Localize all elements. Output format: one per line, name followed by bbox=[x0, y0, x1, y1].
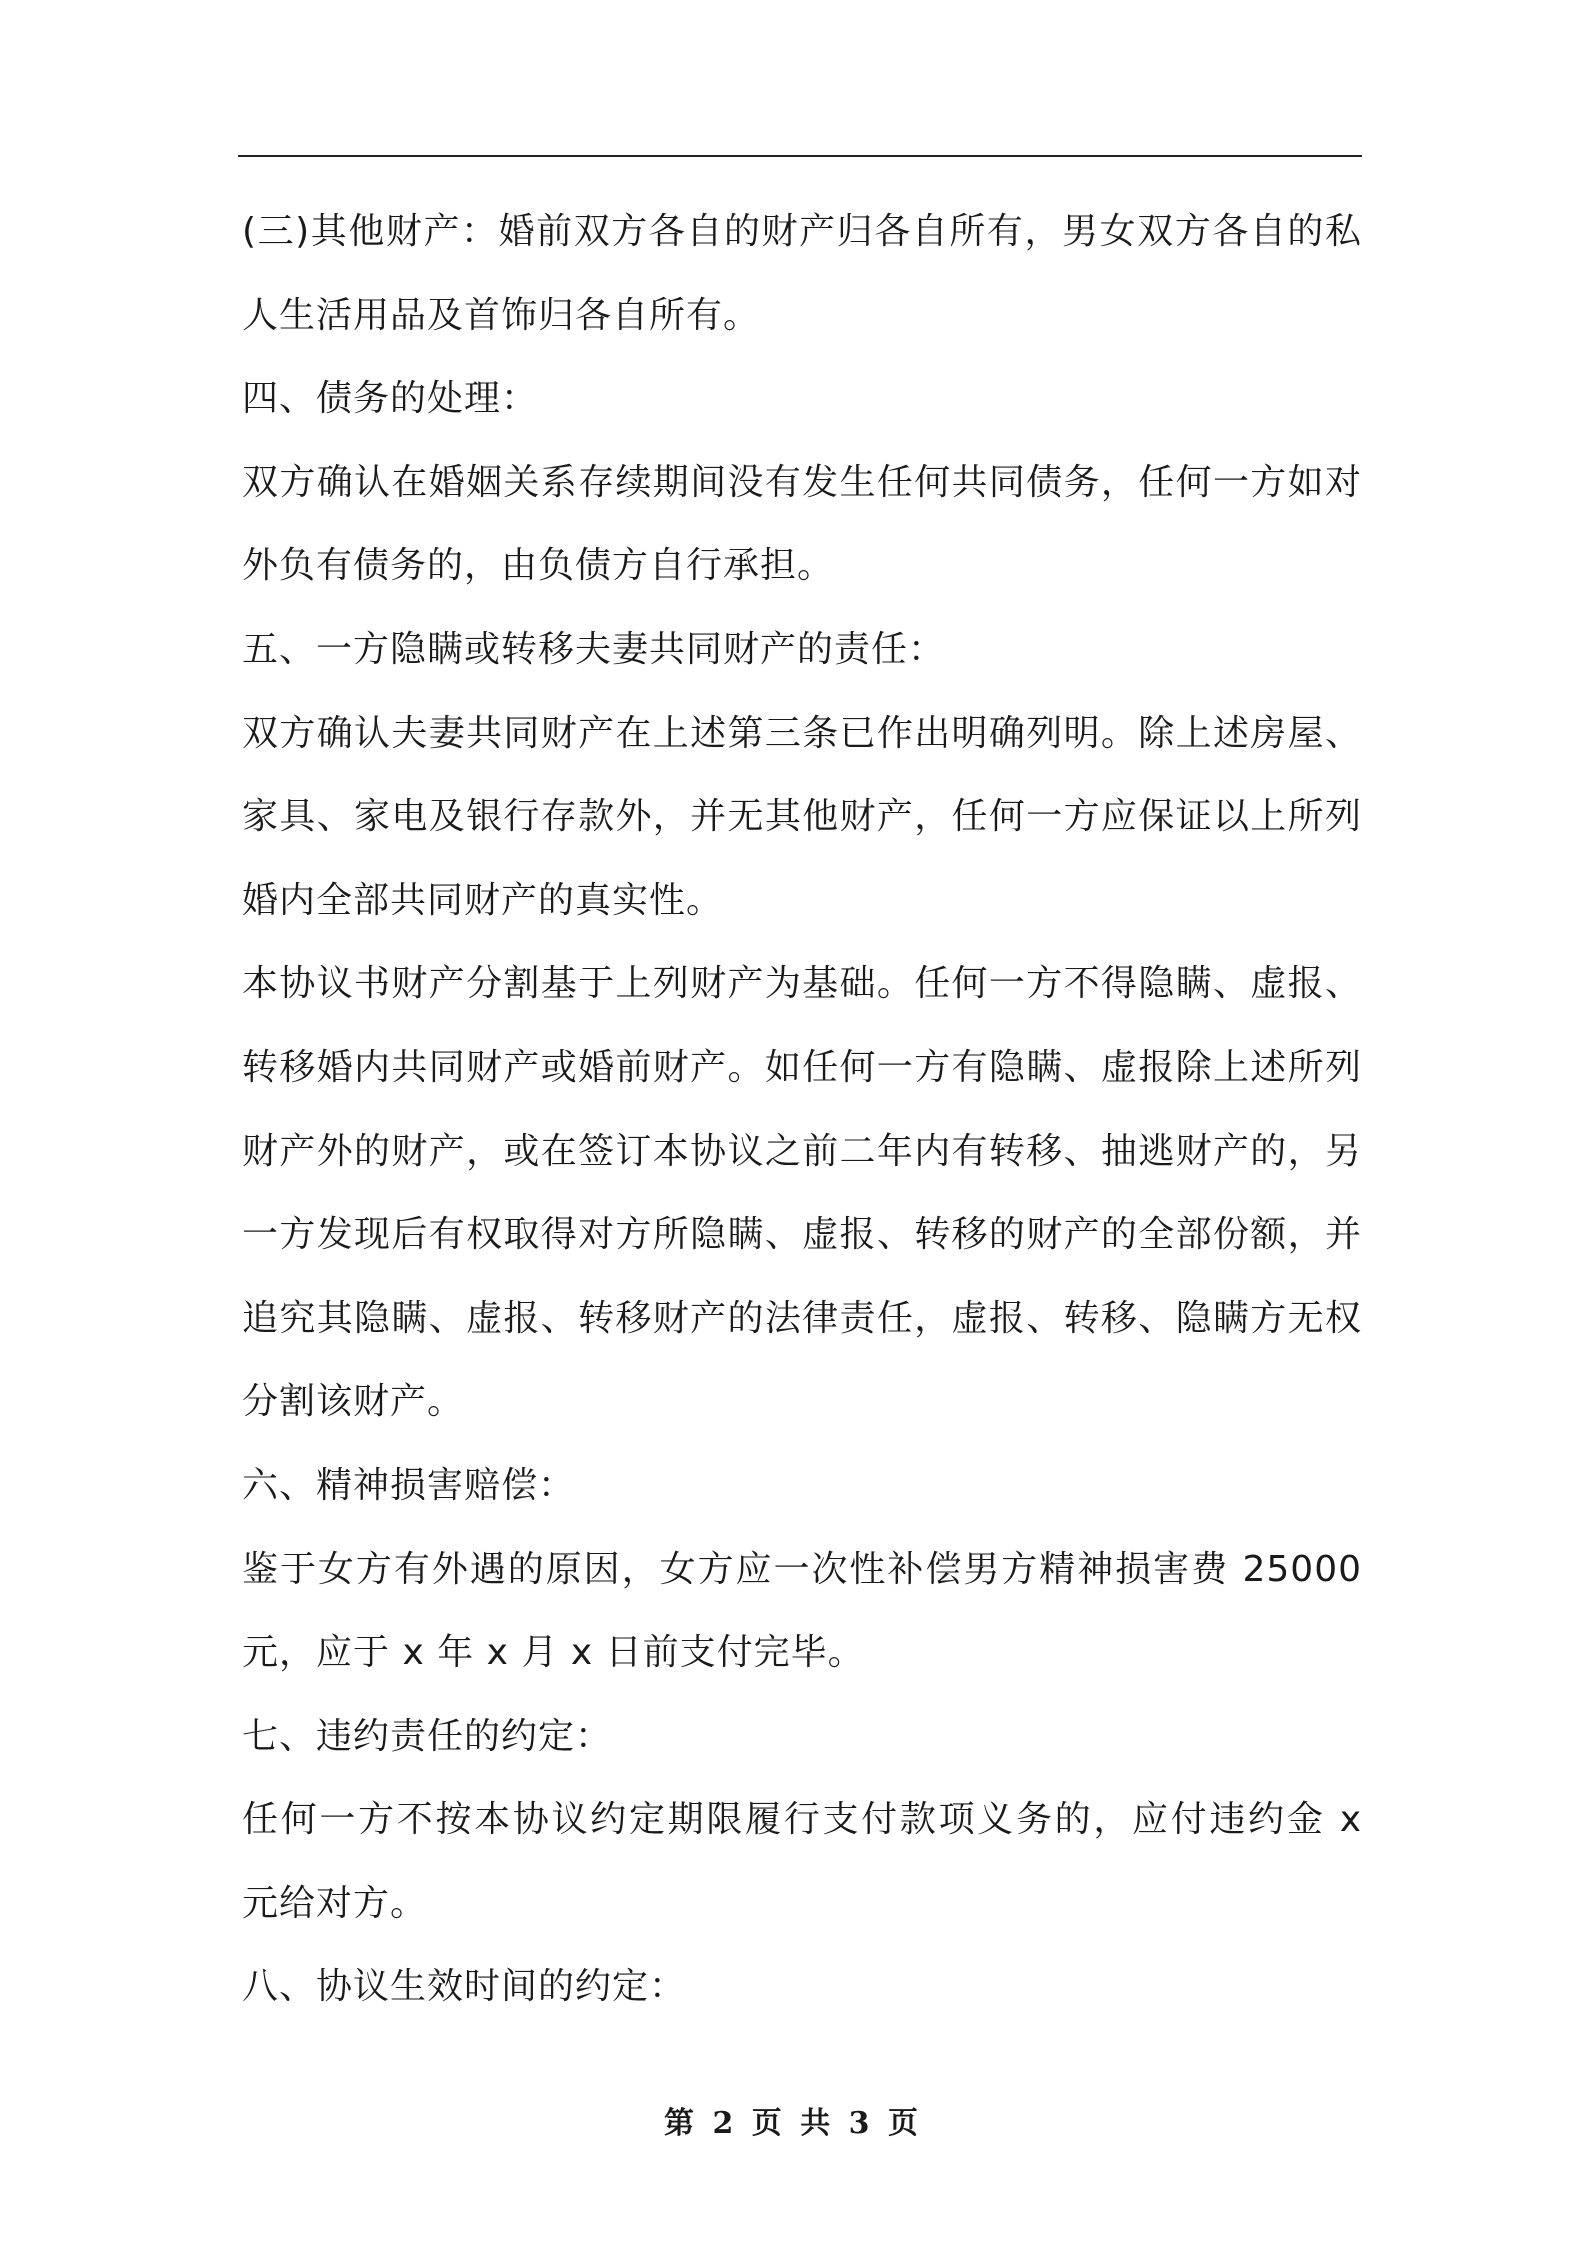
heading-effective-date: 八、协议生效时间的约定： bbox=[242, 1966, 687, 2008]
page-number-footer: 第 2 页 共 3 页 bbox=[664, 2106, 922, 2141]
document-body bbox=[242, 190, 1362, 2029]
heading-debt-handling: 四、债务的处理： bbox=[242, 378, 539, 420]
paragraph-other-property: (三)其他财产：婚前双方各自的财产归各自所有，男女双方各自的私人生活用品及首饰归各自所有。 bbox=[242, 211, 1362, 336]
header-rule bbox=[238, 155, 1362, 157]
paragraph-breach-liability: 任何一方不按本协议约定期限履行支付款项义务的，应付违约金 x 元给对方。 bbox=[242, 1799, 1362, 1924]
paragraph-property-division-basis: 本协议书财产分割基于上列财产为基础。任何一方不得隐瞒、虚报、转移婚内共同财产或婚前财产。如任何一方有隐瞒、虚报除上述所列财产外的财产，或在签订本协议之前二年内有转移、抽逃财产的，另一方发现后有权取得对方所隐瞒、虚报、转移的财产的全部份额，并追究其隐瞒、虚报、转移财产的法律责任，虚报、转移、隐瞒方无权分割该财产。 bbox=[242, 963, 1362, 1423]
heading-concealment-liability: 五、一方隐瞒或转移夫妻共同财产的责任： bbox=[242, 628, 946, 670]
paragraph-property-confirmation: 双方确认夫妻共同财产在上述第三条已作出明确列明。除上述房屋、家具、家电及银行存款外，并无其他财产，任何一方应保证以上所列婚内全部共同财产的真实性。 bbox=[242, 712, 1362, 921]
paragraph-mental-damages: 鉴于女方有外遇的原因，女方应一次性补偿男方精神损害费 25000元，应于 x 年 x 月 x 日前支付完毕。 bbox=[242, 1548, 1362, 1674]
heading-mental-damages: 六、精神损害赔偿： bbox=[242, 1464, 576, 1506]
heading-breach-liability: 七、违约责任的约定： bbox=[242, 1715, 613, 1757]
paragraph-debt-handling: 双方确认在婚姻关系存续期间没有发生任何共同债务，任何一方如对外负有债务的，由负债方自行承担。 bbox=[242, 461, 1362, 587]
